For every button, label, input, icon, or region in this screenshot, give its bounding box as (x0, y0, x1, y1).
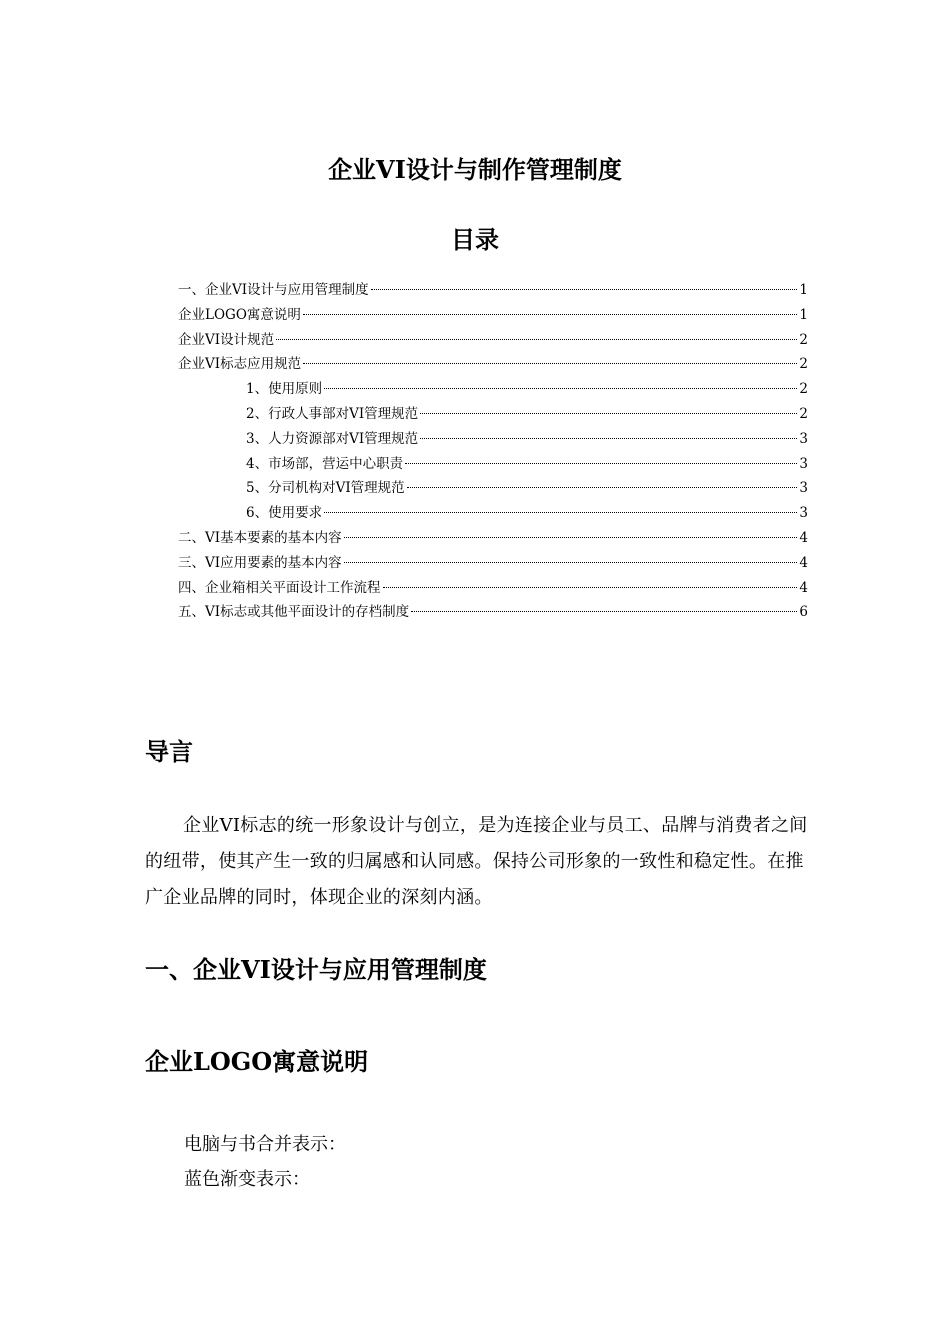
table-of-contents (178, 278, 808, 625)
toc-entry-page: 2 (799, 331, 808, 348)
toc-entry-label: 二、VI基本要素的基本内容 (178, 529, 342, 546)
toc-entry-page: 6 (799, 604, 808, 621)
toc-dot-leader (344, 537, 798, 538)
toc-entry[interactable] (178, 476, 808, 501)
toc-dot-leader (420, 413, 797, 414)
toc-entry[interactable] (178, 278, 808, 303)
logo-meaning-line: 蓝色渐变表示： (184, 1169, 310, 1190)
toc-dot-leader (383, 587, 798, 588)
document-title: 企业VI设计与制作管理制度 (328, 155, 622, 184)
toc-dot-leader (420, 438, 797, 439)
section-heading-logo-meaning: 企业LOGO寓意说明 (145, 1047, 369, 1076)
toc-dot-leader (303, 314, 798, 315)
toc-entry-page: 3 (799, 480, 808, 497)
toc-entry-label: 2、行政人事部对VI管理规范 (246, 405, 419, 422)
toc-dot-leader (276, 339, 797, 340)
toc-entry-page: 4 (799, 579, 808, 596)
toc-dot-leader (407, 487, 798, 488)
toc-entry-label: 一、企业VI设计与应用管理制度 (178, 282, 369, 298)
toc-entry[interactable] (178, 576, 808, 601)
toc-entry[interactable] (178, 352, 808, 377)
toc-dot-leader (411, 611, 797, 612)
toc-entry[interactable] (178, 452, 808, 477)
toc-entry[interactable] (178, 377, 808, 402)
toc-entry-page: 1 (799, 306, 808, 323)
toc-dot-leader (344, 562, 798, 563)
toc-entry[interactable] (178, 551, 808, 576)
toc-entry[interactable] (178, 526, 808, 551)
toc-entry-page: 3 (799, 430, 808, 447)
toc-title: 目录 (451, 225, 499, 254)
toc-entry-label: 企业VI设计规范 (178, 331, 275, 348)
toc-dot-leader (324, 512, 797, 513)
toc-entry[interactable] (178, 303, 808, 328)
toc-entry-label: 三、VI应用要素的基本内容 (178, 554, 342, 571)
toc-entry-page: 1 (799, 282, 808, 298)
toc-entry[interactable] (178, 501, 808, 526)
toc-dot-leader (405, 463, 797, 464)
toc-entry-page: 3 (799, 505, 808, 522)
section-heading-vi-management: 一、企业VI设计与应用管理制度 (145, 955, 487, 984)
logo-meaning-line: 电脑与书合并表示： (184, 1134, 346, 1155)
intro-paragraph: 企业VI标志的统一形象设计与创立，是为连接企业与员工、品牌与消费者之间的纽带，使其产生一致的归属感和认同感。保持公司形象的一致性和稳定性。在推广企业品牌的同时，体现企业的深刻内涵。 (145, 815, 808, 908)
toc-entry-label: 企业VI标志应用规范 (178, 356, 302, 373)
toc-entry[interactable] (178, 328, 808, 353)
toc-entry-label: 5、分司机构对VI管理规范 (246, 480, 405, 497)
toc-dot-leader (371, 289, 798, 290)
toc-entry-label: 3、人力资源部对VI管理规范 (246, 430, 419, 447)
toc-entry-label: 4、市场部，营运中心职责 (246, 455, 404, 472)
toc-entry-label: 五、VI标志或其他平面设计的存档制度 (178, 604, 410, 621)
toc-entry-label: 6、使用要求 (246, 505, 323, 522)
toc-entry-label: 1、使用原则 (246, 381, 323, 398)
toc-entry-page: 4 (799, 554, 808, 571)
toc-entry[interactable] (178, 402, 808, 427)
toc-entry-label: 企业LOGO寓意说明 (178, 306, 301, 323)
toc-entry-label: 四、企业箱相关平面设计工作流程 (178, 579, 381, 596)
toc-dot-leader (324, 388, 797, 389)
toc-entry-page: 2 (799, 405, 808, 422)
toc-entry-page: 3 (799, 455, 808, 472)
toc-entry[interactable] (178, 600, 808, 625)
toc-entry-page: 2 (799, 381, 808, 398)
intro-heading: 导言 (145, 737, 193, 766)
toc-entry-page: 2 (799, 356, 808, 373)
toc-entry-page: 4 (799, 529, 808, 546)
toc-entry[interactable] (178, 427, 808, 452)
toc-dot-leader (303, 363, 797, 364)
